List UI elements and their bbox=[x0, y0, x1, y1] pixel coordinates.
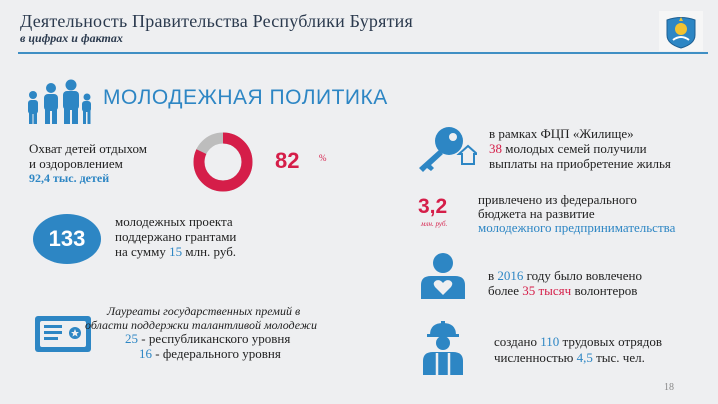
projects-line3 bbox=[115, 244, 236, 259]
projects-line1: молодежных проекта bbox=[115, 214, 233, 229]
header-divider bbox=[18, 52, 708, 54]
work-teams-line2-post: тыс. чел. bbox=[596, 350, 645, 365]
worker-icon bbox=[421, 319, 465, 375]
housing-line1: в рамках ФЦП «Жилище» bbox=[489, 126, 634, 141]
laureates-republican bbox=[125, 331, 290, 346]
business-line1: привлечено из федерального bbox=[478, 192, 637, 207]
family-icon bbox=[24, 78, 96, 124]
business-line3: молодежного предпринимательства bbox=[478, 220, 676, 235]
heart-person-icon bbox=[418, 251, 468, 301]
work-teams-line2 bbox=[494, 350, 645, 365]
section-title: МОЛОДЕЖНАЯ ПОЛИТИКА bbox=[103, 86, 388, 109]
housing-line2-rest: молодых семей получили bbox=[505, 141, 647, 156]
work-teams-count: 110 bbox=[540, 334, 560, 349]
page-number: 18 bbox=[664, 382, 674, 393]
work-teams-size: 4,5 bbox=[576, 350, 593, 365]
coverage-line2: и оздоровлением bbox=[29, 156, 123, 171]
projects-line3-post: млн. руб. bbox=[185, 244, 237, 259]
laureates-line2: области поддержки талантливой молодежи bbox=[85, 318, 317, 332]
key-house-icon bbox=[413, 124, 477, 176]
laureates-line1: Лауреаты государственных премий в bbox=[107, 304, 301, 318]
housing-line3: выплаты на приобретение жилья bbox=[489, 156, 671, 171]
volunteers-pre: в bbox=[488, 268, 495, 283]
volunteers-year: 2016 bbox=[497, 268, 524, 283]
laureates-fed-count: 16 bbox=[139, 346, 152, 361]
work-teams-post: трудовых отрядов bbox=[562, 334, 663, 349]
certificate-icon bbox=[34, 315, 92, 353]
laureates-rep-text: - республиканского уровня bbox=[141, 331, 291, 346]
slide-title: Деятельность Правительства Республики Бурятия bbox=[20, 11, 413, 31]
volunteers-line2-pre: более bbox=[488, 283, 519, 298]
coverage-line1: Охват детей отдыхом bbox=[29, 141, 147, 156]
projects-count-badge: 133 bbox=[33, 214, 101, 264]
volunteers-line1 bbox=[488, 268, 642, 283]
laureates-rep-count: 25 bbox=[125, 331, 138, 346]
business-value: 3,2 bbox=[418, 195, 448, 218]
emblem-icon bbox=[659, 11, 703, 51]
coverage-percent-sign: % bbox=[319, 153, 327, 163]
business-unit: млн. руб. bbox=[421, 220, 448, 228]
slide-subtitle: в цифрах и фактах bbox=[20, 31, 123, 45]
housing-count: 38 bbox=[489, 141, 502, 156]
work-teams-pre: создано bbox=[494, 334, 538, 349]
laureates-federal bbox=[139, 346, 281, 361]
business-line2: бюджета на развитие bbox=[478, 206, 595, 221]
projects-line2: поддержано грантами bbox=[115, 229, 237, 244]
volunteers-count: 35 тысяч bbox=[522, 283, 572, 298]
projects-amount: 15 bbox=[169, 244, 183, 259]
volunteers-line2 bbox=[488, 283, 637, 298]
work-teams-line1 bbox=[494, 334, 662, 349]
projects-line3-pre: на сумму bbox=[115, 244, 166, 259]
volunteers-post: году было вовлечено bbox=[526, 268, 642, 283]
laureates-fed-text: - федерального уровня bbox=[155, 346, 281, 361]
coverage-percent: 82 bbox=[275, 148, 300, 173]
housing-line2 bbox=[489, 141, 647, 156]
volunteers-line2-post: волонтеров bbox=[574, 283, 638, 298]
coverage-value: 92,4 тыс. детей bbox=[29, 171, 110, 185]
donut-chart-icon bbox=[188, 131, 258, 193]
work-teams-line2-pre: численностью bbox=[494, 350, 574, 365]
